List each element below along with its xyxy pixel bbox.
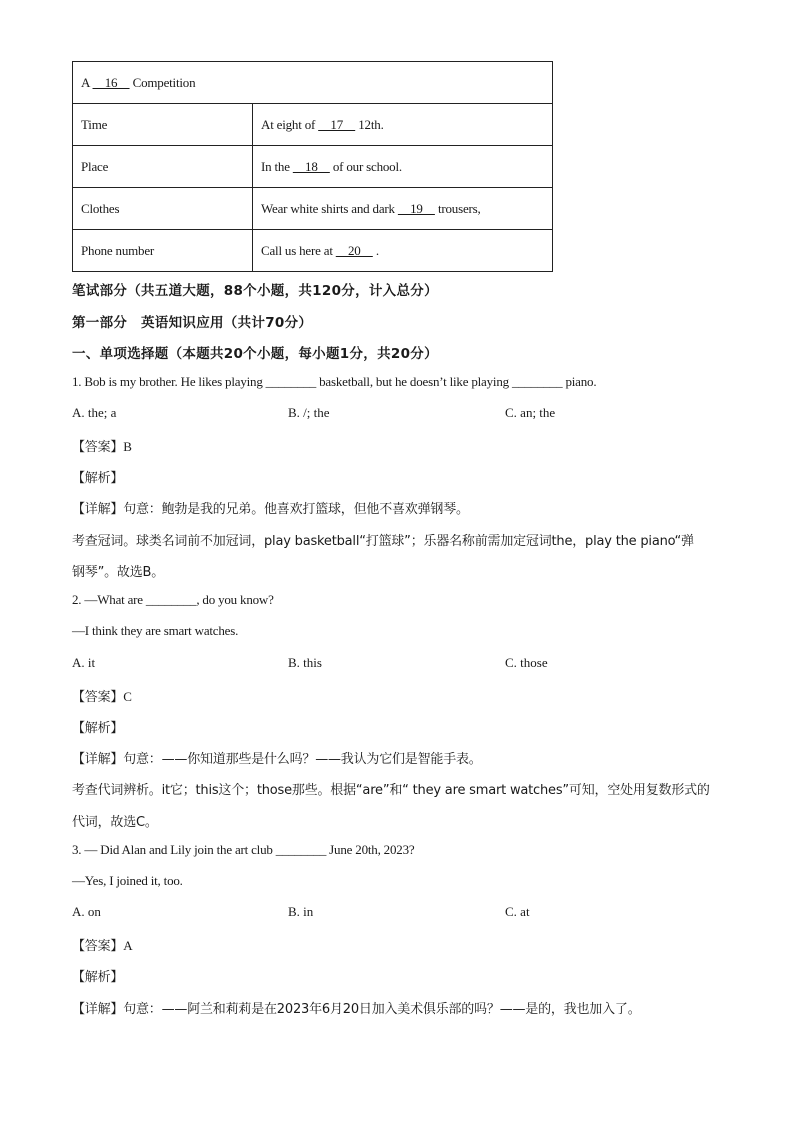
- question-2-option-a: A. it: [72, 655, 96, 670]
- question-2-explanation-cont: 代词，故选C。: [72, 815, 158, 830]
- question-2-analysis-label: 【解析】: [72, 721, 124, 736]
- question-3-option-a: A. on: [72, 904, 101, 919]
- detail-text: 句意：鲍勃是我的兄弟。他喜欢打篮球，但他不喜欢弹钢琴。: [123, 502, 469, 517]
- value-post: 12th.: [355, 116, 384, 132]
- blank-19: 19: [397, 200, 435, 216]
- question-3-analysis-label: 【解析】: [72, 970, 124, 985]
- detail-label: 【详解】: [72, 1002, 124, 1017]
- value-pre: In the: [261, 158, 293, 174]
- question-3-stem-reply: —Yes, I joined it, too.: [72, 873, 183, 888]
- question-1-detail: [72, 498, 469, 517]
- question-2-option-b: B. this: [288, 655, 322, 670]
- value-pre: At eight of: [261, 116, 319, 132]
- table-title-row: [73, 62, 553, 104]
- question-2-stem-reply: —I think they are smart watches.: [72, 623, 239, 638]
- question-3-option-c: C. at: [505, 904, 530, 919]
- table-row: [73, 230, 553, 272]
- question-1-stem: 1. Bob is my brother. He likes playing ________ basketball, but he doesn’t like playing ________ piano.: [72, 374, 597, 389]
- question-1-explanation: 考查冠词。球类名词前不加冠词，play basketball“打篮球”；乐器名称前需加定冠词the，play the piano“弹: [72, 534, 694, 549]
- question-3-answer: [72, 935, 132, 954]
- detail-label: 【详解】: [72, 502, 124, 517]
- question-2-option-c: C. those: [505, 655, 548, 670]
- question-2-detail: [72, 748, 482, 767]
- question-1-explanation-cont: 钢琴”。故选B。: [72, 565, 165, 580]
- value-pre: Wear white shirts and dark: [261, 200, 398, 216]
- question-2-answer: [72, 686, 132, 705]
- row-label: Time: [73, 104, 253, 146]
- row-value: [253, 188, 553, 230]
- table-row: [73, 146, 553, 188]
- detail-label: 【详解】: [72, 752, 124, 767]
- question-3-option-b: B. in: [288, 904, 314, 919]
- question-2-explanation: 考查代词辨析。it它；this这个；those那些。根据“are”和“ they are smart watches”可知，空处用复数形式的: [72, 783, 710, 798]
- section1-heading: 一、单项选择题（本题共20个小题，每小题1分，共20分）: [72, 346, 438, 362]
- table-title-cell: [73, 62, 553, 104]
- answer-value: B: [123, 439, 132, 454]
- table-row: [73, 104, 553, 146]
- question-1-option-c: C. an; the: [505, 405, 556, 420]
- question-1-option-a: A. the; a: [72, 405, 117, 420]
- blank-18: 18: [292, 158, 330, 174]
- row-label: Phone number: [73, 230, 253, 272]
- answer-value: A: [123, 938, 133, 953]
- row-label: Place: [73, 146, 253, 188]
- value-post: .: [372, 242, 379, 258]
- answer-label: 【答案】: [72, 440, 124, 455]
- question-1-analysis-label: 【解析】: [72, 471, 124, 486]
- part1-heading: 第一部分 英语知识应用（共计70分）: [72, 315, 313, 331]
- row-label: Clothes: [73, 188, 253, 230]
- value-post: trousers,: [434, 200, 481, 216]
- answer-label: 【答案】: [72, 690, 124, 705]
- blank-16: 16: [92, 74, 130, 90]
- question-3-stem: 3. — Did Alan and Lily join the art club ________ June 20th, 2023?: [72, 842, 415, 857]
- question-3-detail: [72, 998, 641, 1017]
- value-post: of our school.: [329, 158, 402, 174]
- row-value: [253, 230, 553, 272]
- blank-20: 20: [335, 242, 373, 258]
- value-pre: Call us here at: [261, 242, 336, 258]
- answer-label: 【答案】: [72, 939, 124, 954]
- title-suffix: Competition: [129, 74, 196, 90]
- answer-value: C: [123, 689, 132, 704]
- competition-info-table: [72, 61, 553, 272]
- question-2-stem: 2. —What are ________, do you know?: [72, 592, 274, 607]
- blank-17: 17: [318, 116, 356, 132]
- title-prefix: A: [81, 74, 93, 90]
- question-1-answer: [72, 436, 132, 455]
- written-section-heading: 笔试部分（共五道大题，88个小题，共120分，计入总分）: [72, 283, 438, 299]
- row-value: [253, 104, 553, 146]
- question-1-option-b: B. /; the: [288, 405, 330, 420]
- detail-text: 句意：——阿兰和莉莉是在2023年6月20日加入美术俱乐部的吗？——是的，我也加入了。: [123, 1002, 641, 1017]
- row-value: [253, 146, 553, 188]
- table-row: [73, 188, 553, 230]
- detail-text: 句意：——你知道那些是什么吗？——我认为它们是智能手表。: [123, 752, 482, 767]
